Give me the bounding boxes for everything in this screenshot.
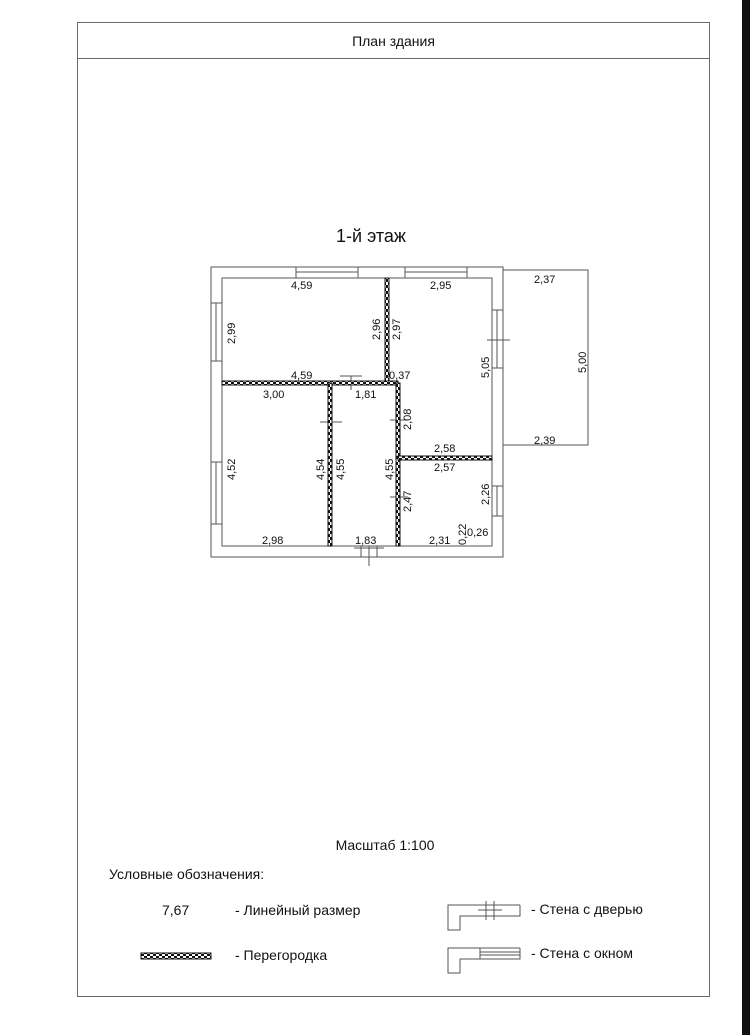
dim-bath-partition: 2,47 (402, 490, 414, 512)
dim-bottom-left-width: 2,98 (262, 535, 284, 547)
porch-outline (503, 270, 588, 445)
dim-partition-a-left: 2,96 (371, 318, 383, 340)
dim-bedroom-height: 4,52 (226, 458, 238, 480)
dim-top-right-width: 2,95 (430, 280, 452, 292)
legend-window-symbol (448, 948, 520, 973)
dim-small-b: 0,26 (467, 527, 489, 539)
dim-top-right-height: 5,05 (480, 356, 492, 378)
dim-small-a: 0,22 (457, 523, 469, 545)
outer-walls (211, 267, 503, 557)
legend-window-label: - Стена с окном (531, 945, 634, 961)
legend-linear-label: - Линейный размер (235, 902, 361, 918)
dim-mid-small-width: 0,37 (389, 370, 411, 382)
legend-partition-swatch (141, 953, 211, 959)
dim-porch-top: 2,37 (534, 274, 556, 286)
dim-bath-height: 2,26 (480, 483, 492, 505)
dim-bath-top-outer: 2,58 (434, 443, 456, 455)
legend-sample-value: 7,67 (162, 902, 190, 918)
dim-top-left-height: 2,99 (226, 322, 238, 344)
legend-title: Условные обозначения: (109, 866, 265, 882)
floor-title: 1-й этаж (336, 226, 406, 246)
legend-door-label: - Стена с дверью (531, 901, 643, 917)
dim-mid-left-width: 4,59 (291, 370, 313, 382)
partitions (222, 278, 492, 546)
scale-label: Масштаб 1:100 (335, 837, 435, 853)
legend-partition-label: - Перегородка (235, 947, 328, 963)
dim-porch-bottom: 2,39 (534, 435, 556, 447)
dim-porch-height: 5,00 (577, 351, 589, 373)
dim-partition-b-right: 4,55 (335, 458, 347, 480)
watermark-logo: Домклик (12, 995, 77, 1012)
dim-corridor-height: 4,55 (384, 458, 396, 480)
dim-corridor-partition: 2,08 (402, 408, 414, 430)
dim-bottom-bath-width: 2,31 (429, 535, 451, 547)
dim-partition-b-left: 4,54 (315, 458, 327, 480)
dim-corridor-width: 1,81 (355, 389, 377, 401)
plan-title: План здания (78, 23, 709, 59)
dim-top-left-width: 4,59 (291, 280, 313, 292)
dim-partition-a-right: 2,97 (391, 318, 403, 340)
legend-door-symbol (448, 901, 520, 930)
dim-bottom-corridor-width: 1,83 (355, 535, 377, 547)
dim-bath-top-inner: 2,57 (434, 462, 456, 474)
dim-bedroom-width: 3,00 (263, 389, 285, 401)
dimension-labels (226, 274, 589, 547)
